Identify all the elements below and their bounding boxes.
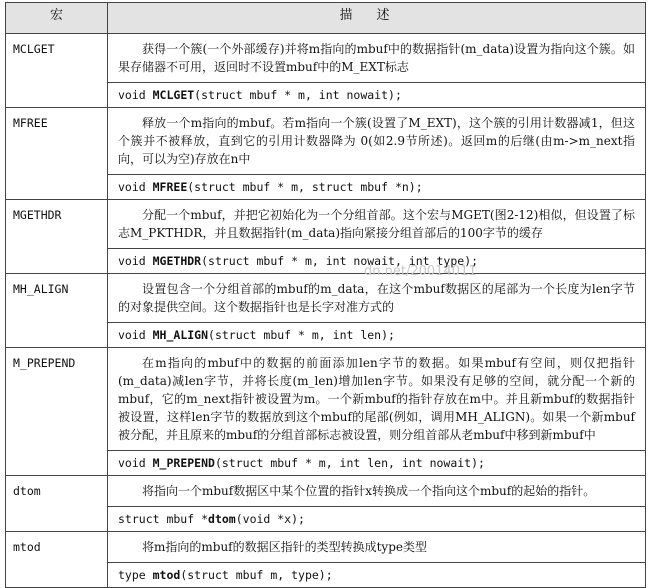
table-row bbox=[6, 108, 646, 200]
signature-prefix: void bbox=[118, 254, 153, 268]
signature-function: M_PREPEND bbox=[152, 456, 215, 470]
watermark-text: dn.net/20014011 bbox=[364, 264, 477, 279]
table-row bbox=[6, 274, 646, 348]
header-description bbox=[108, 3, 646, 34]
signature-prefix: type bbox=[118, 568, 153, 582]
macro-description: 将指向一个mbuf数据区中某个位置的指针x转换成一个指向这个mbuf的起始的指针。 bbox=[142, 484, 596, 498]
signature-function: MCLGET bbox=[152, 88, 195, 102]
macro-name: MH_ALIGN bbox=[6, 274, 108, 348]
macro-description-cell bbox=[108, 532, 646, 588]
macro-description: 获得一个簇(一个外部缓存)并将m指向的mbuf中的数据指针(m_data)设置为指向这个簇。如果存储器不可用，返回时不设置mbuf中的M_EXT标志 bbox=[118, 42, 635, 74]
signature-args: (struct mbuf m, type); bbox=[180, 568, 333, 582]
macro-name: dtom bbox=[6, 476, 108, 532]
macro-description: 设置包含一个分组首部的mbuf的m_data，在这个mbuf数据区的尾部为一个长度为len字节的对象提供空间。这个数据指针也是长字对准方式的 bbox=[118, 282, 635, 314]
signature-args: (void *x); bbox=[235, 512, 305, 526]
macro-signature bbox=[108, 450, 645, 475]
macro-signature bbox=[108, 174, 645, 199]
macro-name: mtod bbox=[6, 532, 108, 588]
macro-description: 释放一个m指向的mbuf。若m指向一个簇(设置了M_EXT)，这个簇的引用计数器减1，但这个簇并不被释放，直到它的引用计数器降为 0(如2.9节所述)。返回m的后继(由m->m_next指向，可以为空)存放在n中 bbox=[118, 116, 635, 166]
table-row bbox=[6, 476, 646, 532]
header-description-label: 描述 bbox=[339, 8, 414, 23]
signature-args: (struct mbuf * m, int len); bbox=[208, 328, 395, 342]
signature-prefix: void bbox=[118, 328, 153, 342]
macro-name: MFREE bbox=[6, 108, 108, 200]
signature-args: (struct mbuf * m, int len, int nowait); bbox=[214, 456, 485, 470]
macro-name: M_PREPEND bbox=[6, 348, 108, 476]
macro-description: 在m指向的mbuf中的数据的前面添加len字节的数据。如果mbuf有空间，则仅把指针(m_data)减len字节，并将长度(m_len)增加len字节。如果没有足够的空间，就分配一个新的mbuf，它的m_next指针被设置为m。一个新mbuf的指针存放在m中。并且新mbuf的数据指针被设置，这样len字节的数据放到这个mbuf的尾部(例如，调用MH_ALIGN)。如果一个新mbuf被分配，并且原来的mbuf的分组首部标志被设置，则分组首部从老mbuf中移到新mbuf中 bbox=[118, 356, 635, 442]
macro-name: MGETHDR bbox=[6, 200, 108, 274]
macro-description-cell bbox=[108, 274, 646, 348]
macro-signature bbox=[108, 562, 645, 587]
signature-function: MH_ALIGN bbox=[152, 328, 209, 342]
table-row bbox=[6, 34, 646, 108]
macro-table bbox=[5, 2, 646, 588]
signature-prefix: void bbox=[118, 456, 153, 470]
signature-prefix: void bbox=[118, 180, 153, 194]
macro-description-cell bbox=[108, 476, 646, 532]
macro-signature bbox=[108, 322, 645, 347]
header-macro: 宏 bbox=[6, 3, 108, 34]
table-row bbox=[6, 348, 646, 476]
macro-description-cell bbox=[108, 348, 646, 476]
macro-description-cell bbox=[108, 108, 646, 200]
signature-prefix: void bbox=[118, 88, 153, 102]
table-header-row bbox=[6, 3, 646, 34]
signature-args: (struct mbuf * m, int nowait, int type); bbox=[201, 254, 479, 268]
signature-args: (struct mbuf * m, struct mbuf *n); bbox=[187, 180, 423, 194]
macro-description: 分配一个mbuf，并把它初始化为一个分组首部。这个宏与MGET(图2-12)相似，但设置了标志M_PKTHDR，并且数据指针(m_data)指向紧接分组首部后的100字节的缓存 bbox=[118, 208, 635, 240]
signature-args: (struct mbuf * m, int nowait); bbox=[194, 88, 402, 102]
macro-description-cell bbox=[108, 34, 646, 108]
table-row bbox=[6, 200, 646, 274]
macro-signature bbox=[108, 506, 645, 531]
macro-name: MCLGET bbox=[6, 34, 108, 108]
macro-description-cell bbox=[108, 200, 646, 274]
macro-description: 将m指向的mbuf的数据区指针的类型转换成type类型 bbox=[142, 540, 427, 554]
macro-signature bbox=[108, 82, 645, 107]
signature-function: mtod bbox=[152, 568, 181, 582]
table-row bbox=[6, 532, 646, 588]
signature-function: dtom bbox=[208, 512, 236, 526]
signature-function: MGETHDR bbox=[152, 254, 202, 268]
signature-prefix: struct mbuf * bbox=[118, 512, 209, 526]
signature-function: MFREE bbox=[152, 180, 188, 194]
